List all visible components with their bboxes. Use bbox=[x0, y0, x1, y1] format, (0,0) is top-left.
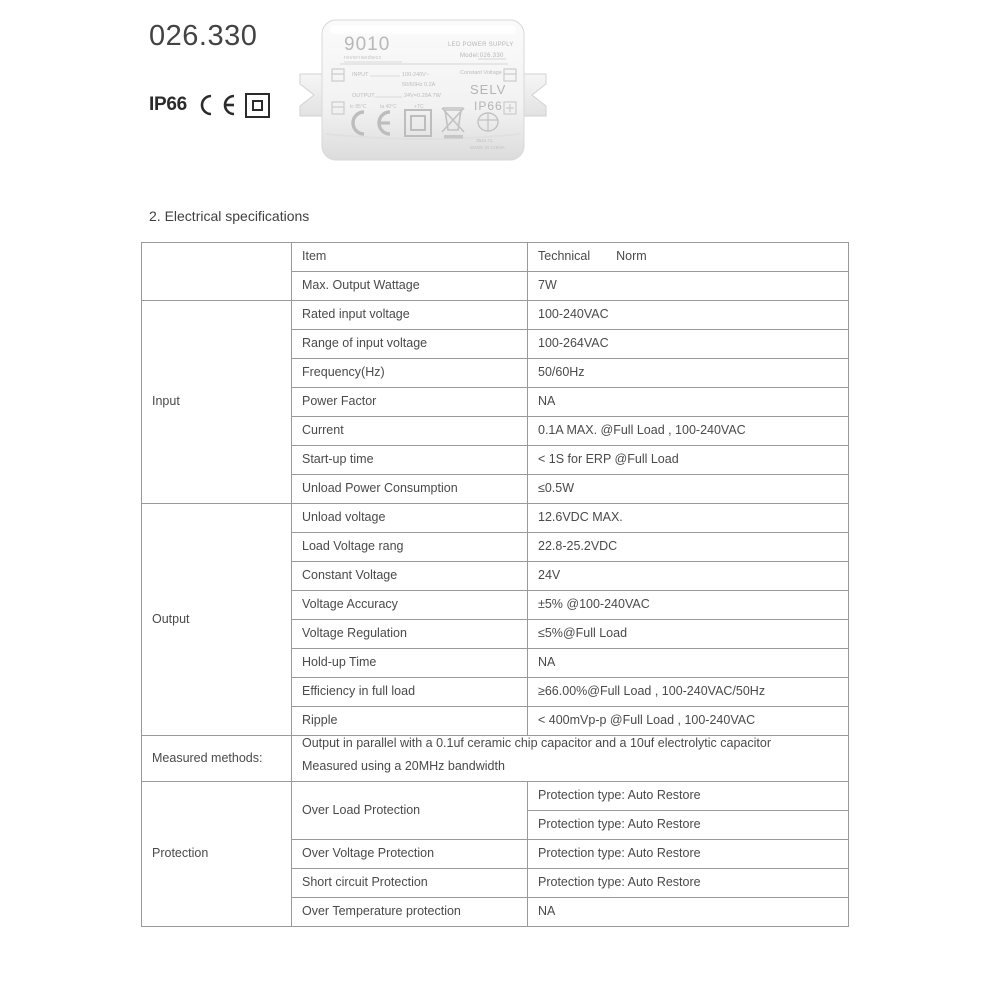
svg-text:ta 40°C: ta 40°C bbox=[380, 104, 397, 110]
column-header-technical: Technical bbox=[538, 249, 591, 264]
value-cell: 24V bbox=[528, 562, 849, 591]
document-header bbox=[0, 0, 1000, 190]
table-row bbox=[142, 504, 849, 533]
item-cell: Range of input voltage bbox=[292, 330, 528, 359]
item-cell: Unload voltage bbox=[292, 504, 528, 533]
value-cell: Protection type: Auto Restore bbox=[528, 840, 849, 869]
item-cell: Over Temperature protection bbox=[292, 898, 528, 927]
svg-text:reverraedwcc: reverraedwcc bbox=[344, 55, 382, 61]
value-cell: Protection type: Auto Restore bbox=[528, 782, 849, 811]
item-cell: Unload Power Consumption bbox=[292, 475, 528, 504]
svg-text:24V=0.29A 7W: 24V=0.29A 7W bbox=[404, 93, 441, 99]
item-cell: Max. Output Wattage bbox=[292, 272, 528, 301]
svg-text:OUTPUT: OUTPUT bbox=[352, 93, 375, 99]
value-cell: 7W bbox=[528, 272, 849, 301]
svg-text:INPUT: INPUT bbox=[352, 72, 369, 78]
item-cell: Load Voltage rang bbox=[292, 533, 528, 562]
measured-methods-cell bbox=[292, 736, 849, 782]
value-cell: 12.6VDC MAX. bbox=[528, 504, 849, 533]
value-cell: < 1S for ERP @Full Load bbox=[528, 446, 849, 475]
measured-methods-line-2: Measured using a 20MHz bandwidth bbox=[302, 758, 505, 773]
item-cell: Current bbox=[292, 417, 528, 446]
svg-text:+TC: +TC bbox=[414, 104, 424, 110]
item-cell: Over Voltage Protection bbox=[292, 840, 528, 869]
column-header-norm: Norm bbox=[616, 249, 647, 264]
value-cell: 100-240VAC bbox=[528, 301, 849, 330]
column-header-technical-norm bbox=[528, 243, 849, 272]
item-cell: Voltage Accuracy bbox=[292, 591, 528, 620]
item-cell: Efficiency in full load bbox=[292, 678, 528, 707]
value-cell: NA bbox=[528, 649, 849, 678]
value-cell: NA bbox=[528, 388, 849, 417]
svg-text:LED POWER SUPPLY: LED POWER SUPPLY bbox=[448, 42, 514, 48]
item-cell: Voltage Regulation bbox=[292, 620, 528, 649]
group-cell-input: Input bbox=[142, 301, 292, 504]
value-cell: < 400mVp-p @Full Load , 100-240VAC bbox=[528, 707, 849, 736]
value-cell: ≤5%@Full Load bbox=[528, 620, 849, 649]
value-cell: ≥66.00%@Full Load , 100-240VAC/50Hz bbox=[528, 678, 849, 707]
value-cell: 100-264VAC bbox=[528, 330, 849, 359]
value-cell: 22.8-25.2VDC bbox=[528, 533, 849, 562]
class-ii-mark-icon bbox=[245, 93, 270, 118]
svg-text:9010: 9010 bbox=[344, 34, 391, 55]
table-row bbox=[142, 301, 849, 330]
item-cell: Constant Voltage bbox=[292, 562, 528, 591]
value-cell: Protection type: Auto Restore bbox=[528, 869, 849, 898]
table-row bbox=[142, 736, 849, 782]
item-cell: Rated input voltage bbox=[292, 301, 528, 330]
item-cell: Power Factor bbox=[292, 388, 528, 417]
electrical-specifications-table bbox=[141, 242, 849, 927]
svg-text:50/60Hz 0.2A: 50/60Hz 0.2A bbox=[402, 82, 436, 88]
svg-text:SELV: SELV bbox=[470, 82, 507, 97]
table-row bbox=[142, 243, 849, 272]
svg-text:100-240V~: 100-240V~ bbox=[402, 72, 430, 78]
page-title: 026.330 bbox=[149, 20, 258, 52]
section-heading: 2. Electrical specifications bbox=[149, 208, 310, 224]
item-cell: Frequency(Hz) bbox=[292, 359, 528, 388]
svg-text:Constant Voltage: Constant Voltage bbox=[460, 70, 502, 76]
group-cell-output: Output bbox=[142, 504, 292, 736]
item-cell: Over Load Protection bbox=[292, 782, 528, 840]
value-cell: ±5% @100-240VAC bbox=[528, 591, 849, 620]
table-row bbox=[142, 782, 849, 811]
group-cell-measured-methods: Measured methods: bbox=[142, 736, 292, 782]
group-cell-blank bbox=[142, 243, 292, 301]
product-photo bbox=[292, 12, 554, 180]
group-cell-protection: Protection bbox=[142, 782, 292, 927]
ce-mark-icon bbox=[194, 93, 238, 117]
measured-methods-line-1: Output in parallel with a 0.1uf ceramic chip capacitor and a 10uf electrolytic capacitor bbox=[302, 736, 771, 750]
value-cell: ≤0.5W bbox=[528, 475, 849, 504]
certification-marks-row bbox=[149, 90, 270, 120]
svg-text:tc 85°C: tc 85°C bbox=[350, 104, 367, 110]
svg-text:MADE IN CHINA: MADE IN CHINA bbox=[470, 145, 505, 150]
value-cell: Protection type: Auto Restore bbox=[528, 811, 849, 840]
svg-text:Model:026.330: Model:026.330 bbox=[460, 53, 504, 59]
item-cell: Ripple bbox=[292, 707, 528, 736]
svg-text:IP66: IP66 bbox=[474, 99, 503, 113]
value-cell: 0.1A MAX. @Full Load , 100-240VAC bbox=[528, 417, 849, 446]
item-cell: Short circuit Protection bbox=[292, 869, 528, 898]
ip-rating-label: IP66 bbox=[149, 94, 187, 115]
item-cell: Start-up time bbox=[292, 446, 528, 475]
value-cell: 50/60Hz bbox=[528, 359, 849, 388]
item-cell: Hold-up Time bbox=[292, 649, 528, 678]
svg-text:3924.71: 3924.71 bbox=[476, 138, 493, 143]
column-header-item: Item bbox=[292, 243, 528, 272]
value-cell: NA bbox=[528, 898, 849, 927]
